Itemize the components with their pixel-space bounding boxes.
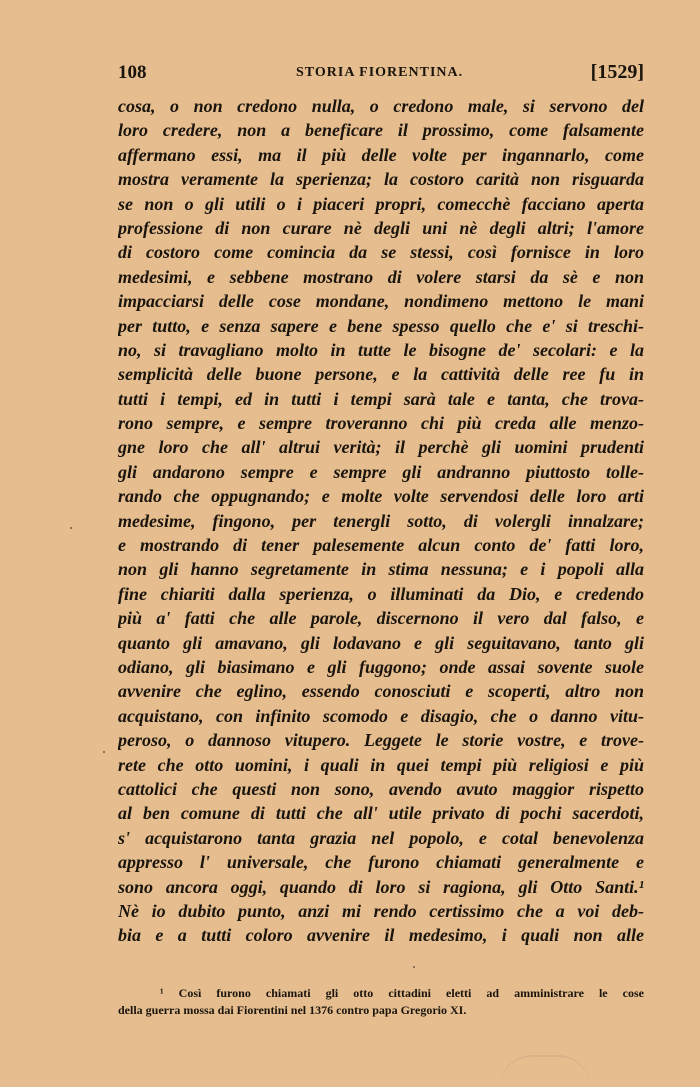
text-line: odiano, gli biasimano e gli fuggono; onde assai sovente suole xyxy=(118,656,644,677)
text-line: gne loro che all' altrui verità; il perchè gli uomini prudenti xyxy=(118,437,644,458)
text-line: Nè io dubito punto, anzi mi rendo certissimo che a voi deb- xyxy=(118,900,644,921)
text-line: per tutto, e senza sapere e bene spesso quello che e' si treschi- xyxy=(118,315,644,336)
text-line: acquistano, con infinito scomodo e disagio, che o danno vitu- xyxy=(118,705,644,726)
paper-speck xyxy=(70,527,72,529)
text-line: gli andarono sempre e sempre gli andranno piuttosto tolle- xyxy=(118,461,644,482)
text-line: mostra veramente la sperienza; la costoro carità non risguarda xyxy=(118,169,644,190)
page-number: 108 xyxy=(118,62,147,83)
text-line: medesime, fingono, per tenergli sotto, di volergli innalzare; xyxy=(118,510,644,531)
paper-speck xyxy=(103,751,105,753)
text-line: medesimi, e sebbene mostrano di volere starsi da sè e non xyxy=(118,266,644,287)
running-title: STORIA FIORENTINA. xyxy=(296,65,464,80)
text-line: e mostrando di tener palesemente alcun conto de' fatti loro, xyxy=(118,535,644,556)
text-line: bia e a tutti coloro avvenire il medesimo, i quali non alle xyxy=(118,925,644,946)
footnote-line: ¹ Così furono chiamati gli otto cittadini eletti ad amministrare le cose xyxy=(160,986,644,1000)
watermark-mark xyxy=(500,1055,590,1087)
text-line: tutti i tempi, ed in tutti i tempi sarà tale e tanta, che trova- xyxy=(118,388,644,409)
text-line: rando che oppugnando; e molte volte servendosi delle loro arti xyxy=(118,486,644,507)
text-line: se non o gli utili o i piaceri propri, comecchè facciano aperta xyxy=(118,193,644,214)
text-line: fine chiariti dalla sperienza, o illuminati da Dio, e credendo xyxy=(118,583,644,604)
text-line: di costoro come comincia da se stessi, così fornisce in loro xyxy=(118,242,644,263)
page-header xyxy=(118,60,644,90)
text-line: appresso l' universale, che furono chiamati generalmente e xyxy=(118,852,644,873)
text-line: rono sempre, e sempre troveranno chi più creda alle menzo- xyxy=(118,413,644,434)
footnote-line: della guerra mossa dai Fiorentini nel 1376 contro papa Gregorio XI. xyxy=(118,1003,467,1017)
text-line: sono ancora oggi, quando di loro si ragiona, gli Otto Santi.¹ xyxy=(118,876,644,897)
text-line: semplicità delle buone persone, e la cattività delle ree fu in xyxy=(118,364,644,385)
text-line: cosa, o non credono nulla, o credono male, si servono del xyxy=(118,96,644,116)
text-line: no, si travagliano molto in tutte le bisogne de' secolari: e la xyxy=(118,339,644,360)
footnote xyxy=(118,985,644,1019)
text-line: più a' fatti che alle parole, discernono il vero dal falso, e xyxy=(118,608,644,629)
body-text xyxy=(118,94,644,948)
text-line: loro credere, non a beneficare il prossimo, come falsamente xyxy=(118,120,644,141)
text-line: avvenire che eglino, essendo conosciuti e scoperti, altro non xyxy=(118,681,644,702)
text-line: cattolici che questi non sono, avendo avuto maggior rispetto xyxy=(118,778,644,799)
text-line: peroso, o dannoso vitupero. Leggete le storie vostre, e trove- xyxy=(118,730,644,751)
text-line: al ben comune di tutti che all' utile privato di pochi sacerdoti, xyxy=(118,803,644,824)
paper-speck xyxy=(413,966,415,968)
text-line: s' acquistarono tanta grazia nel popolo, e cotal benevolenza xyxy=(118,827,644,848)
text-line: affermano essi, ma il più delle volte per ingannarlo, come xyxy=(118,144,644,165)
text-line: rete che otto uomini, i quali in quei tempi più religiosi e più xyxy=(118,754,644,775)
text-line: professione di non curare nè degli uni nè degli altri; l'amore xyxy=(118,217,644,238)
text-line: non gli hanno segretamente in stima nessuna; e i popoli alla xyxy=(118,559,644,580)
text-line: impacciarsi delle cose mondane, nondimeno mettono le mani xyxy=(118,291,644,312)
year-marker: [1529] xyxy=(590,61,644,83)
text-line: quanto gli amavano, gli lodavano e gli seguitavano, tanto gli xyxy=(118,632,644,653)
